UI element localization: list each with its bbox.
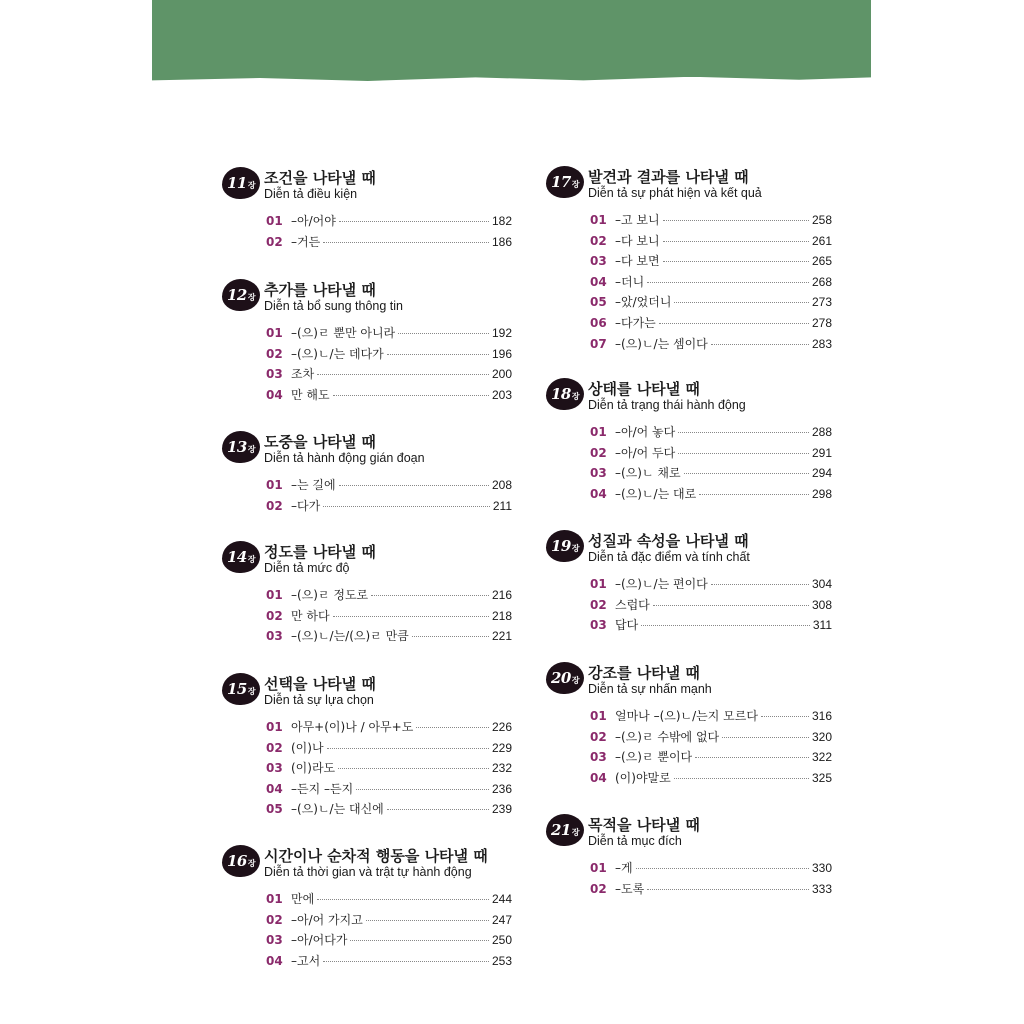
dot-leader — [695, 757, 809, 758]
entry-page: 283 — [811, 336, 832, 351]
toc-entry — [590, 335, 832, 356]
entry-number: 01 — [590, 577, 607, 591]
dot-leader — [317, 374, 489, 375]
entry-number: 02 — [590, 881, 607, 896]
dot-leader — [371, 595, 489, 596]
entry-page: 211 — [492, 498, 512, 513]
entry-page: 250 — [491, 933, 512, 948]
entry-number: 01 — [590, 861, 607, 875]
entry-number: 01 — [266, 214, 283, 228]
toc-entry — [590, 293, 832, 314]
dot-leader — [663, 261, 809, 262]
entry-page: 226 — [491, 720, 512, 734]
chapter-suffix: 장 — [247, 179, 256, 190]
header-band — [152, 0, 871, 77]
dot-leader — [356, 789, 489, 790]
chapter-number: 20 — [550, 669, 571, 687]
toc-entry — [590, 273, 832, 294]
entry-number: 01 — [266, 892, 283, 906]
chapter-suffix: 장 — [247, 291, 256, 302]
dot-leader — [699, 494, 809, 495]
chapter-suffix: 장 — [571, 674, 580, 685]
entry-number: 04 — [266, 387, 283, 402]
chapter-badge — [546, 662, 584, 694]
entry-number: 02 — [266, 234, 283, 249]
dot-leader — [339, 485, 489, 486]
entry-number: 01 — [266, 478, 283, 492]
dot-leader — [387, 809, 489, 810]
entry-number: 05 — [266, 802, 283, 817]
toc-entry — [590, 485, 832, 506]
toc-entry — [590, 616, 832, 637]
chapter-suffix: 장 — [247, 553, 256, 564]
entry-page: 268 — [811, 274, 832, 289]
entry-number: 02 — [266, 346, 283, 361]
toc-entry — [266, 324, 512, 345]
entry-number: 02 — [266, 740, 283, 755]
chapter-title: 시간이나 순차적 행동을 나타낼 때 — [264, 847, 488, 865]
chapter-suffix: 장 — [571, 542, 580, 553]
toc-entry — [590, 880, 832, 901]
entry-number: 04 — [590, 486, 607, 501]
entry-number: 03 — [590, 254, 607, 269]
entry-number: 03 — [266, 933, 283, 948]
dot-leader — [674, 778, 809, 779]
chapter-title: 성질과 속성을 나타낼 때 — [588, 532, 749, 550]
dot-leader — [647, 282, 809, 283]
toc-entry — [266, 607, 512, 628]
toc-entry — [590, 859, 832, 880]
chapter-subtitle: Diễn tả sự nhấn mạnh — [588, 682, 712, 696]
entry-label: –아/어다가 — [291, 933, 348, 948]
dot-leader — [339, 221, 489, 222]
entry-label: –도록 — [615, 881, 645, 896]
entry-page: 311 — [812, 618, 832, 633]
chapter-title: 선택을 나타낼 때 — [264, 675, 376, 693]
chapter-badge — [222, 167, 260, 199]
entry-number: 01 — [590, 213, 607, 227]
toc-entry — [590, 596, 832, 617]
dot-leader — [323, 961, 489, 962]
chapter-suffix: 장 — [247, 443, 256, 454]
entry-page: 200 — [491, 367, 512, 382]
toc-entry — [266, 718, 512, 739]
chapter-subtitle: Diễn tả trạng thái hành động — [588, 398, 746, 412]
toc-entry — [266, 586, 512, 607]
entry-number: 01 — [590, 709, 607, 723]
toc-entry — [266, 627, 512, 648]
toc-entry — [266, 497, 512, 518]
entry-number: 07 — [590, 336, 607, 351]
entry-page: 258 — [811, 213, 832, 227]
chapter-title: 정도를 나타낼 때 — [264, 543, 376, 561]
entry-page: 322 — [811, 750, 832, 765]
dot-leader — [398, 333, 489, 334]
entry-label: –다가는 — [615, 315, 656, 330]
toc-entry — [590, 211, 832, 232]
dot-leader — [636, 868, 809, 869]
chapter-items — [266, 476, 512, 517]
chapter-badge — [222, 541, 260, 573]
entry-number: 02 — [266, 912, 283, 927]
chapter-number: 15 — [226, 680, 247, 698]
entry-number: 02 — [590, 233, 607, 248]
entry-page: 261 — [811, 233, 832, 248]
entry-label: –아/어 가지고 — [291, 912, 363, 927]
chapter-subtitle: Diễn tả điều kiện — [264, 187, 358, 201]
entry-page: 229 — [491, 740, 512, 755]
chapter-title: 추가를 나타낼 때 — [264, 281, 376, 299]
chapter-items — [590, 859, 832, 900]
chapter-items — [266, 324, 512, 406]
dot-leader — [416, 727, 489, 728]
entry-label: 조차 — [291, 367, 315, 382]
entry-label: –다 보니 — [615, 233, 660, 248]
chapter-title: 목적을 나타낼 때 — [588, 816, 700, 834]
dot-leader — [761, 716, 809, 717]
entry-label: –(으)ㄴ/는 셈이다 — [615, 336, 708, 351]
dot-leader — [333, 395, 489, 396]
chapter-title: 발견과 결과를 나타낼 때 — [588, 168, 749, 186]
dot-leader — [647, 889, 809, 890]
dot-leader — [327, 748, 489, 749]
dot-leader — [653, 605, 809, 606]
entry-label: –(으)ㄹ 수밖에 없다 — [615, 729, 720, 744]
entry-label: –게 — [615, 861, 633, 875]
entry-number: 06 — [590, 315, 607, 330]
entry-label: –아/어 두다 — [615, 445, 676, 460]
entry-page: 316 — [811, 709, 832, 723]
entry-label: 만 해도 — [291, 387, 330, 402]
entry-label: (이)야말로 — [615, 770, 671, 785]
entry-number: 01 — [590, 425, 607, 439]
toc-entry — [590, 575, 832, 596]
entry-label: (이)라도 — [291, 761, 336, 776]
dot-leader — [387, 354, 489, 355]
entry-page: 182 — [491, 214, 512, 228]
chapter-items — [590, 211, 832, 355]
entry-label: 만에 — [291, 892, 315, 906]
chapter-title: 조건을 나타낼 때 — [264, 169, 376, 187]
toc-entry — [266, 759, 512, 780]
chapter-subtitle: Diễn tả mục đích — [588, 834, 682, 848]
chapter-badge — [222, 279, 260, 311]
dot-leader — [711, 584, 809, 585]
entry-number: 01 — [266, 588, 283, 602]
entry-page: 298 — [811, 486, 832, 501]
entry-number: 03 — [266, 367, 283, 382]
toc-entry — [590, 444, 832, 465]
entry-page: 203 — [491, 387, 512, 402]
entry-page: 192 — [491, 326, 512, 340]
dot-leader — [317, 899, 489, 900]
toc-entry — [590, 252, 832, 273]
entry-page: 218 — [491, 608, 512, 623]
entry-page: 247 — [491, 912, 512, 927]
entry-label: –(으)ㄴ/는 데다가 — [291, 346, 384, 361]
chapter-suffix: 장 — [247, 857, 256, 868]
dot-leader — [366, 920, 489, 921]
entry-label: –는 길에 — [291, 478, 336, 492]
chapter-subtitle: Diễn tả bổ sung thông tin — [264, 299, 403, 313]
dot-leader — [722, 737, 809, 738]
entry-page: 239 — [491, 802, 512, 817]
chapter-subtitle: Diễn tả hành động gián đoạn — [264, 451, 425, 465]
toc-entry — [266, 739, 512, 760]
entry-number: 03 — [590, 750, 607, 765]
entry-number: 02 — [590, 445, 607, 460]
chapter-badge — [546, 166, 584, 198]
entry-label: –아/어 놓다 — [615, 425, 676, 439]
toc-entry — [590, 728, 832, 749]
entry-page: 294 — [811, 466, 832, 481]
chapter-number: 14 — [226, 548, 247, 566]
entry-page: 221 — [491, 629, 512, 644]
entry-label: –(으)ㄹ 정도로 — [291, 588, 369, 602]
toc-entry — [266, 345, 512, 366]
toc-entry — [266, 780, 512, 801]
toc-entry — [266, 233, 512, 254]
dot-leader — [641, 625, 810, 626]
toc-entry — [590, 769, 832, 790]
toc-entry — [590, 464, 832, 485]
chapter-title: 상태를 나타낼 때 — [588, 380, 700, 398]
entry-label: –더니 — [615, 274, 645, 289]
chapter-title: 강조를 나타낼 때 — [588, 664, 700, 682]
dot-leader — [674, 302, 809, 303]
entry-number: 04 — [266, 953, 283, 968]
chapter-items — [266, 718, 512, 821]
entry-number: 04 — [590, 770, 607, 785]
chapter-badge — [222, 673, 260, 705]
chapter-number: 16 — [226, 852, 247, 870]
chapter-badge — [222, 845, 260, 877]
entry-page: 273 — [811, 295, 832, 310]
dot-leader — [678, 453, 809, 454]
dot-leader — [678, 432, 809, 433]
entry-page: 232 — [491, 761, 512, 776]
entry-number: 02 — [266, 498, 283, 513]
toc-entry — [266, 212, 512, 233]
entry-page: 236 — [491, 781, 512, 796]
entry-number: 03 — [266, 761, 283, 776]
chapter-suffix: 장 — [571, 390, 580, 401]
entry-label: –아/어야 — [291, 214, 336, 228]
entry-page: 278 — [811, 315, 832, 330]
dot-leader — [412, 636, 489, 637]
entry-number: 05 — [590, 295, 607, 310]
toc-entry — [266, 890, 512, 911]
toc-entry — [590, 423, 832, 444]
entry-label: –(으)ㄴ/는 대로 — [615, 486, 697, 501]
chapter-number: 18 — [550, 385, 571, 403]
chapter-number: 21 — [550, 821, 571, 839]
toc-entry — [266, 386, 512, 407]
dot-leader — [333, 616, 489, 617]
entry-label: –았/었더니 — [615, 295, 672, 310]
chapter-number: 19 — [550, 537, 571, 555]
chapter-items — [590, 575, 832, 637]
chapter-items — [266, 890, 512, 972]
entry-number: 02 — [266, 608, 283, 623]
entry-page: 253 — [491, 953, 512, 968]
entry-page: 325 — [811, 770, 832, 785]
dot-leader — [350, 940, 489, 941]
chapter-number: 12 — [226, 286, 247, 304]
chapter-suffix: 장 — [571, 826, 580, 837]
entry-number: 02 — [590, 597, 607, 612]
entry-label: –(으)ㄹ 뿐만 아니라 — [291, 326, 396, 340]
chapter-number: 17 — [550, 173, 571, 191]
chapter-subtitle: Diễn tả sự lựa chọn — [264, 693, 374, 707]
chapter-badge — [546, 378, 584, 410]
entry-label: –고 보니 — [615, 213, 660, 227]
entry-number: 01 — [266, 720, 283, 734]
chapter-items — [590, 423, 832, 505]
entry-number: 04 — [590, 274, 607, 289]
toc-entry — [266, 952, 512, 973]
entry-label: (이)나 — [291, 740, 324, 755]
chapter-suffix: 장 — [571, 178, 580, 189]
entry-label: –(으)ㄴ/는/(으)ㄹ 만큼 — [291, 629, 409, 644]
entry-page: 216 — [491, 588, 512, 602]
entry-label: 만 하다 — [291, 608, 330, 623]
chapter-number: 13 — [226, 438, 247, 456]
dot-leader — [663, 241, 809, 242]
chapter-subtitle: Diễn tả mức độ — [264, 561, 350, 575]
entry-page: 308 — [811, 597, 832, 612]
chapter-subtitle: Diễn tả thời gian và trật tự hành động — [264, 865, 472, 879]
entry-label: –다가 — [291, 498, 321, 513]
entry-number: 01 — [266, 326, 283, 340]
entry-page: 304 — [811, 577, 832, 591]
chapter-items — [266, 586, 512, 648]
chapter-title: 도중을 나타낼 때 — [264, 433, 376, 451]
toc-entry — [590, 748, 832, 769]
chapter-suffix: 장 — [247, 685, 256, 696]
entry-number: 02 — [590, 729, 607, 744]
entry-page: 208 — [491, 478, 512, 492]
toc-entry — [590, 232, 832, 253]
entry-page: 288 — [811, 425, 832, 439]
chapter-items — [266, 212, 512, 253]
toc-entry — [266, 911, 512, 932]
entry-label: –(으)ㄴ/는 대신에 — [291, 802, 384, 817]
entry-number: 03 — [590, 618, 607, 633]
entry-page: 196 — [491, 346, 512, 361]
toc-entry — [266, 476, 512, 497]
entry-label: 아무+(이)나 / 아무+도 — [291, 720, 414, 734]
entry-page: 244 — [491, 892, 512, 906]
entry-page: 320 — [811, 729, 832, 744]
chapter-subtitle: Diễn tả sự phát hiện và kết quả — [588, 186, 762, 200]
dot-leader — [323, 506, 490, 507]
toc-entry — [266, 365, 512, 386]
entry-page: 186 — [491, 234, 512, 249]
entry-label: –거든 — [291, 234, 321, 249]
entry-label: –다 보면 — [615, 254, 660, 269]
entry-number: 03 — [590, 466, 607, 481]
dot-leader — [659, 323, 809, 324]
dot-leader — [323, 242, 489, 243]
chapter-items — [590, 707, 832, 789]
entry-label: –(으)ㄹ 뿐이다 — [615, 750, 693, 765]
dot-leader — [684, 473, 809, 474]
entry-page: 333 — [811, 881, 832, 896]
entry-label: –든지 –든지 — [291, 781, 354, 796]
dot-leader — [338, 768, 489, 769]
entry-label: –(으)ㄴ 채로 — [615, 466, 681, 481]
toc-entry — [590, 314, 832, 335]
toc-entry — [266, 931, 512, 952]
entry-label: –고서 — [291, 953, 321, 968]
entry-page: 330 — [811, 861, 832, 875]
entry-label: 얼마나 –(으)ㄴ/는지 모르다 — [615, 709, 758, 723]
dot-leader — [663, 220, 809, 221]
entry-number: 03 — [266, 629, 283, 644]
toc-entry — [590, 707, 832, 728]
entry-label: 답다 — [615, 618, 639, 633]
dot-leader — [711, 344, 809, 345]
chapter-number: 11 — [226, 174, 247, 192]
entry-number: 04 — [266, 781, 283, 796]
chapter-badge — [546, 530, 584, 562]
chapter-badge — [546, 814, 584, 846]
entry-label: 스럽다 — [615, 597, 650, 612]
entry-page: 265 — [811, 254, 832, 269]
chapter-badge — [222, 431, 260, 463]
toc-entry — [266, 800, 512, 821]
entry-page: 291 — [811, 445, 832, 460]
chapter-subtitle: Diễn tả đặc điểm và tính chất — [588, 550, 750, 564]
entry-label: –(으)ㄴ/는 편이다 — [615, 577, 708, 591]
